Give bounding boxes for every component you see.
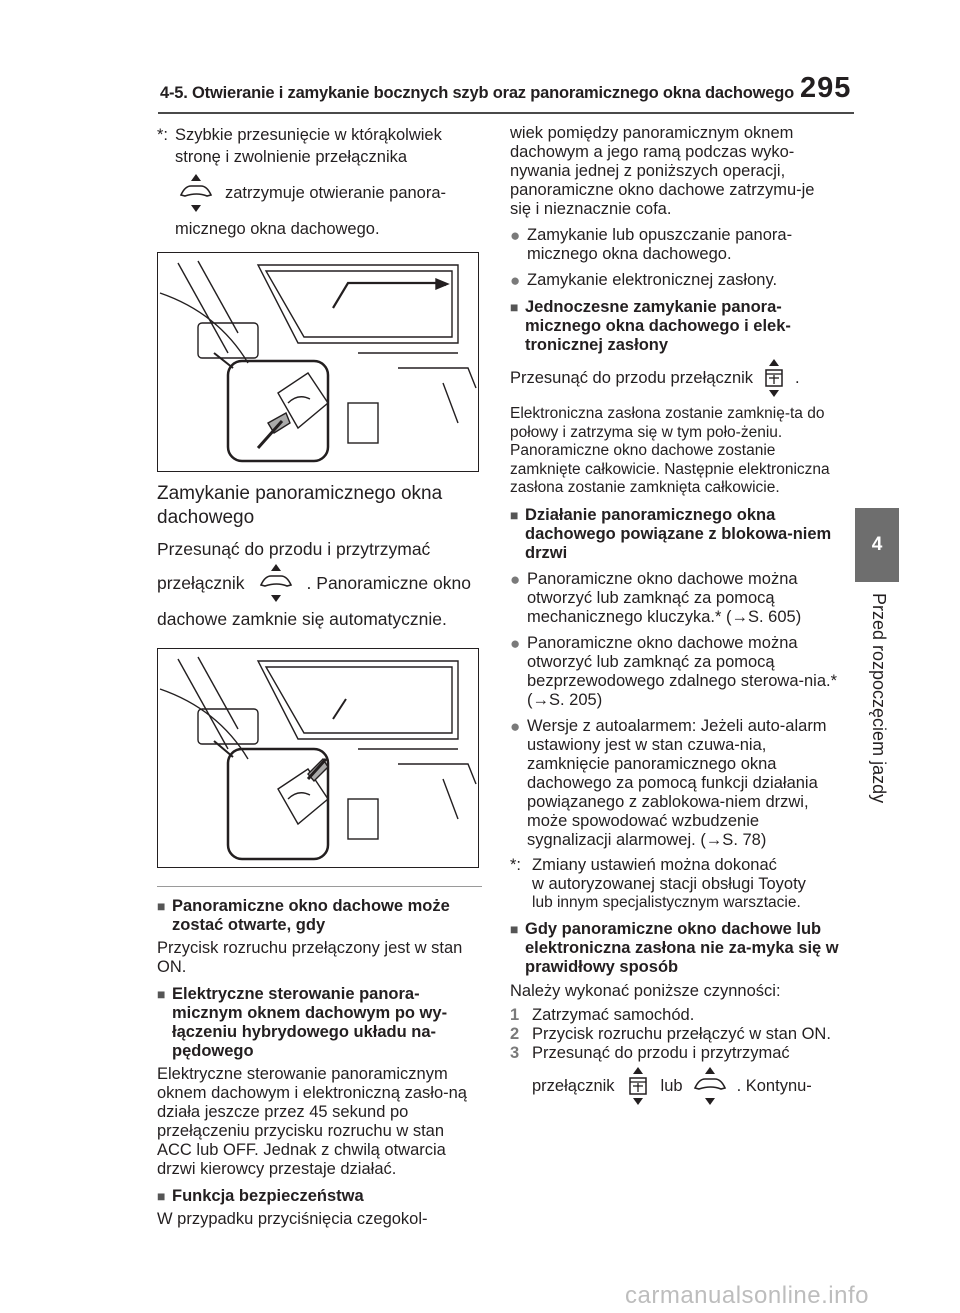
heading-3: ■ Funkcja bezpieczeństwa (157, 1187, 364, 1205)
figure-caption (157, 482, 482, 530)
paragraph-3: W przypadku przyciśnięcia czegokol- (157, 1210, 428, 1228)
shade-switch-icon (759, 357, 789, 399)
close-instruction (157, 538, 482, 630)
caption-line: dachowego (157, 507, 255, 528)
figure-sunroof-close (157, 648, 479, 868)
footnote-line: micznego okna dachowego. (175, 220, 380, 238)
paragraph-5: Elektroniczna zasłona zostanie zamknię-ta do połowy i zatrzyma się w tym poło-żeniu. Panoramiczne okno dachowe zostanie zamknięte całkowicie. Następnie elektroniczna zasłona zostanie zamknięta całkowicie. (510, 405, 830, 496)
footnote-line: w autoryzowanej stacji obsługi Toyoty (532, 874, 806, 893)
step-3-continued: przełącznik lub . Kontynu- (510, 1065, 840, 1107)
sunroof-switch-icon (689, 1065, 731, 1107)
paragraph-continued: wiek pomiędzy panoramicznym oknem dachowym a jego ramą podczas wyko-nywania jednej z poniższych operacji, panoramiczne okno dachowe zatrzymu-je się i nieznacznie cofa. (510, 124, 815, 218)
section-header: 4-5. Otwieranie i zamykanie bocznych szyb oraz panoramicznego okna dachowego (160, 84, 794, 102)
heading-5: ■ Działanie panoramicznego okna dachowego powiązane z blokowa-niem drzwi (510, 505, 832, 562)
footnote-line: Szybkie przesunięcie w którąkolwiek (175, 126, 442, 144)
heading-2: ■ Elektryczne sterowanie panora-micznym oknem dachowym po wy-łączeniu hybrydowego układu na-pędowego (157, 985, 448, 1060)
bullet-item: ● Panoramiczne okno dachowe można otworzyć lub zamknąć za pomocą mechanicznego kluczyka.* (→S. 605) (510, 569, 802, 626)
heading-6: ■ Gdy panoramiczne okno dachowe lub elektroniczna zasłona nie za-myka się w prawidłowy sposób (510, 920, 839, 976)
instruction-line: dachowe zamknie się automatycznie. (157, 609, 447, 629)
instruction-line: Przesunąć do przodu i przytrzymać (157, 539, 431, 559)
sunroof-switch-icon (255, 562, 297, 604)
figure-sunroof-open (157, 252, 479, 472)
header-rule (158, 112, 854, 114)
chapter-tab: 4 (855, 508, 899, 582)
paragraph-1: Przycisk rozruchu przełączony jest w stan ON. (157, 939, 463, 976)
instruction-line: . Panoramiczne okno (306, 573, 471, 593)
heading-1: ■ Panoramiczne okno dachowe może zostać otwarte, gdy (157, 897, 450, 934)
footnote-line: lub innym specjalistycznym warsztacie. (532, 893, 801, 911)
sunroof-close-illustration (158, 649, 479, 868)
paragraph-6: Należy wykonać poniższe czynności: (510, 982, 781, 1000)
shade-switch-icon (623, 1065, 653, 1107)
sunroof-open-illustration (158, 253, 479, 472)
footnote-left (157, 124, 482, 240)
step-item: 3 Przesunąć do przodu i przytrzymać (510, 1044, 790, 1062)
heading-4: ■ Jednoczesne zamykanie panora-micznego okna dachowego i elek-tronicznej zasłony (510, 298, 791, 354)
bullet-item: ● Wersje z autoalarmem: Jeżeli auto-alarm ustawiony jest w stan czuwa-nia, zamknięcie panoramicznego okna dachowego za pomocą funkcji działania powiązanego z zablokowa-niem drzwi, może spowodować wzbudzenie sygnalizacji alarmowej. (→S. 78) (510, 716, 827, 849)
bullet-item: ● Zamykanie lub opuszczanie panora-micznego okna dachowego. (510, 226, 793, 263)
footnote-mark: *: (157, 126, 169, 144)
footnote-line: zatrzymuje otwieranie panora- (225, 184, 447, 202)
paragraph-2: Elektryczne sterowanie panoramicznym oknem dachowym i elektroniczną zasło-ną działa jeszcze przez 45 sekund po przełączeniu przycisku rozruchu w stan ACC lub OFF. Jednak z chwilą otwarcia drzwi kierowcy przestaje działać. (157, 1065, 467, 1178)
right-column (510, 124, 840, 1107)
footnote-line: stronę i zwolnienie przełącznika (175, 148, 408, 166)
bullet-item: ● Panoramiczne okno dachowe można otworzyć lub zamknąć za pomocą bezprzewodowego zdalnego sterowa-nia.* (→S. 205) (510, 633, 838, 709)
step-item: 2 Przycisk rozruchu przełączyć w stan ON. (510, 1025, 831, 1043)
watermark: carmanualsonline.info (625, 1282, 869, 1309)
footnote-line: Zmiany ustawień można dokonać (532, 855, 777, 874)
paragraph-4: Przesunąć do przodu przełącznik . (510, 357, 840, 399)
step-item: 1 Zatrzymać samochód. (510, 1006, 695, 1024)
bullet-item: ● Zamykanie elektronicznej zasłony. (510, 271, 778, 290)
notes-section (157, 886, 482, 1229)
chapter-title: Przed rozpoczęciem jazdy (869, 593, 889, 804)
sunroof-switch-icon (175, 172, 217, 214)
instruction-line: przełącznik (157, 573, 245, 593)
left-column (157, 124, 482, 1229)
caption-line: Zamykanie panoramicznego okna (157, 483, 443, 504)
footnote-right: *: Zmiany ustawień można dokonać w autoryzowanej stacji obsługi Toyoty lub innym specjalistycznym warsztacie. (510, 856, 840, 913)
page-number: 295 (800, 72, 852, 104)
